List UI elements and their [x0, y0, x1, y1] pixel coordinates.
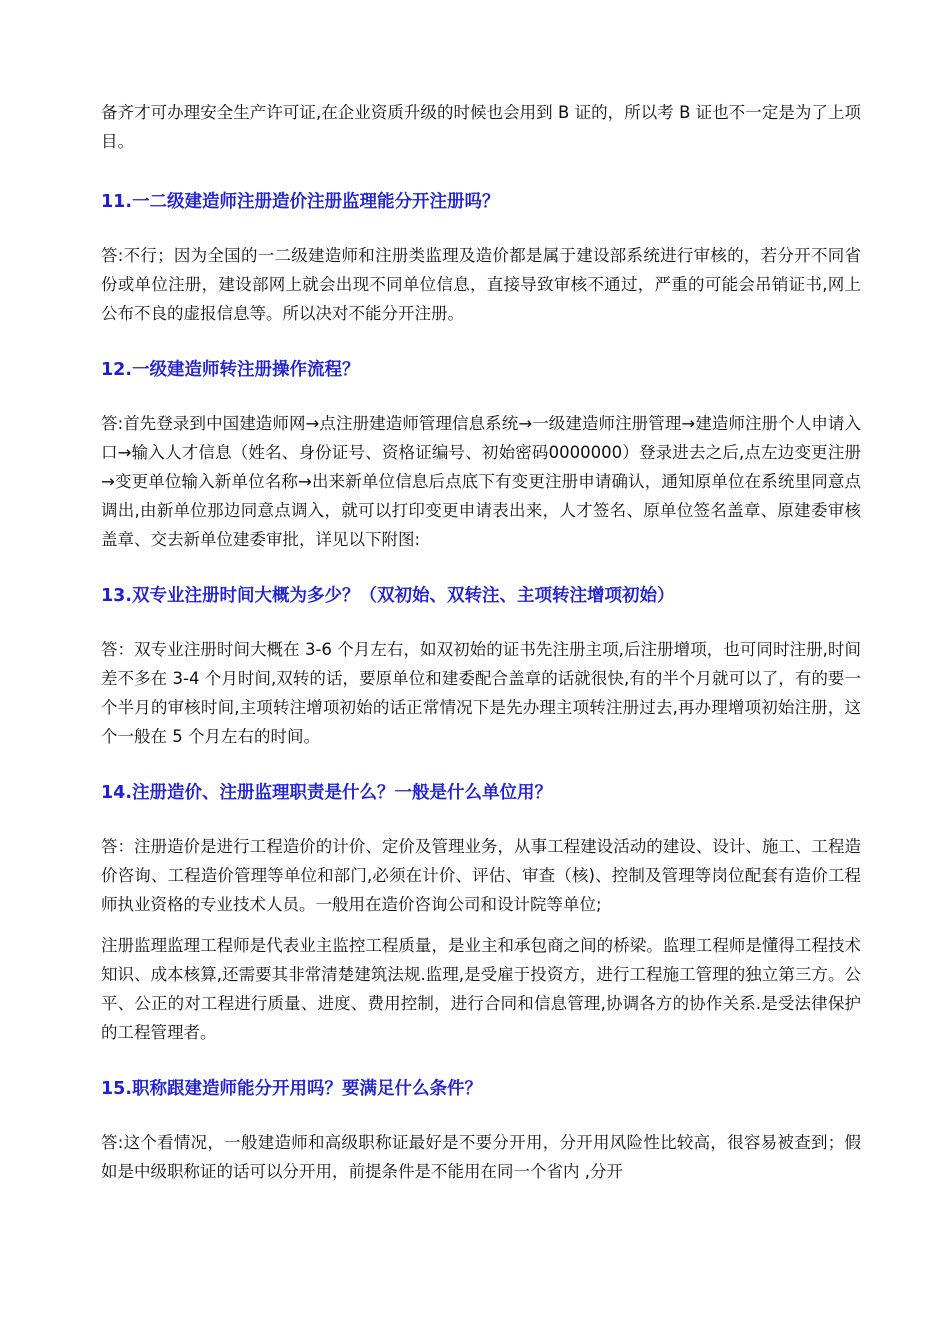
- question-15-answer: 答:这个看情况，一般建造师和高级职称证最好是不要分开用，分开用风险性比较高，很容易被查到；假如是中级职称证的话可以分开用，前提条件是不能用在同一个省内 ,分开: [101, 1133, 861, 1181]
- question-11-heading: 11.一二级建造师注册造价注册监理能分开注册吗？: [101, 192, 500, 212]
- question-12-answer: 答:首先登录到中国建造师网→点注册建造师管理信息系统→一级建造师注册管理→建造师注册个人申请入口→输入人才信息（姓名、身份证号、资格证编号、初始密码0000000）登录进去之后,点左边变更注册→变更单位输入新单位名称→出来新单位信息后点底下有变更注册申请确认，通知原单位在系统里同意点调出,由新单位那边同意点调入，就可以打印变更申请表出来，人才签名、原单位签名盖章、原建委审核盖章、交去新单位建委审批，详见以下附图:: [101, 414, 861, 549]
- question-14-answer-cost: 答：注册造价是进行工程造价的计价、定价及管理业务，从事工程建设活动的建设、设计、施工、工程造价咨询、工程造价管理等单位和部门,必须在计价、评估、审查（核)、控制及管理等岗位配套有造价工程师执业资格的专业技术人员。一般用在造价咨询公司和设计院等单位;: [101, 837, 861, 914]
- document-body: [101, 98, 861, 1186]
- question-15-heading: 15.职称跟建造师能分开用吗？要满足什么条件？: [101, 1079, 482, 1099]
- intro-paragraph: 备齐才可办理安全生产许可证,在企业资质升级的时候也会用到 B 证的，所以考 B 证也不一定是为了上项目。: [101, 103, 861, 151]
- question-13-answer: 答：双专业注册时间大概在 3-6 个月左右，如双初始的证书先注册主项,后注册增项，也可同时注册,时间差不多在 3-4 个月时间,双转的话，要原单位和建委配合盖章的话就很快,有的半个月就可以了，有的要一个半月的审核时间,主项转注增项初始的话正常情况下是先办理主项转注册过去,再办理增项初始注册，这个一般在 5 个月左右的时间。: [101, 640, 861, 746]
- question-12-heading: 12.一级建造师转注册操作流程？: [101, 360, 360, 380]
- question-11-answer: 答:不行；因为全国的一二级建造师和注册类监理及造价都是属于建设部系统进行审核的，若分开不同省份或单位注册，建设部网上就会出现不同单位信息，直接导致审核不通过，严重的可能会吊销证书,网上公布不良的虚报信息等。所以决对不能分开注册。: [101, 246, 861, 323]
- question-13-heading: 13.双专业注册时间大概为多少？（双初始、双转注、主项转注增项初始）: [101, 586, 675, 606]
- question-14-answer-supervision: 注册监理监理工程师是代表业主监控工程质量，是业主和承包商之间的桥梁。监理工程师是懂得工程技术知识、成本核算,还需要其非常清楚建筑法规.监理,是受雇于投资方，进行工程施工管理的独立第三方。公平、公正的对工程进行质量、进度、费用控制，进行合同和信息管理,协调各方的协作关系.是受法律保护的工程管理者。: [101, 936, 861, 1042]
- question-14-heading: 14.注册造价、注册监理职责是什么？一般是什么单位用？: [101, 783, 552, 803]
